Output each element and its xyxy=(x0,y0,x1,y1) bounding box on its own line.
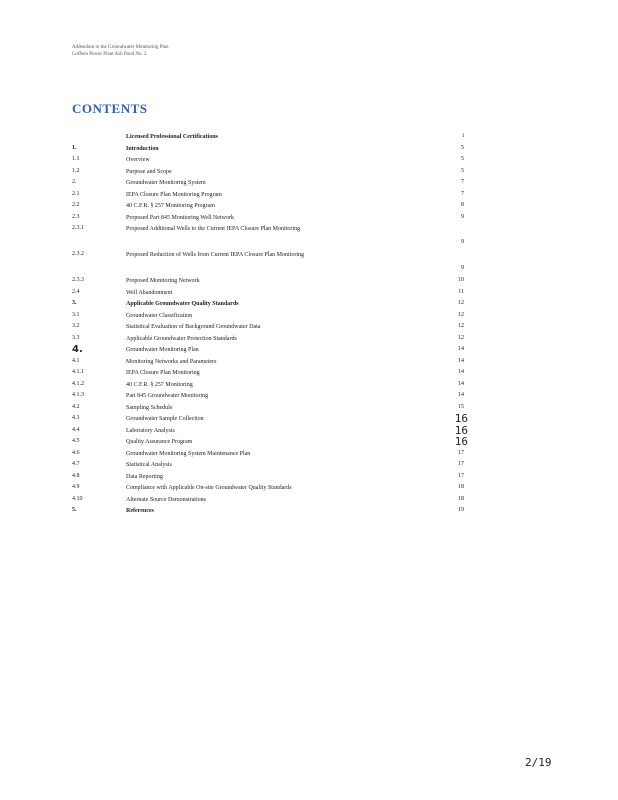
toc-entry-page: 18 xyxy=(458,495,464,502)
toc-entry-number: 4.1.3 xyxy=(72,392,84,398)
toc-entry-page: 9 xyxy=(461,213,464,220)
toc-entry-title: Well Abandonment xyxy=(126,289,173,296)
toc-entry[interactable] xyxy=(72,310,464,322)
toc-entry-page: 16 xyxy=(454,423,468,437)
toc-entry-page: i xyxy=(462,133,464,139)
toc-entry[interactable] xyxy=(72,131,464,143)
toc-entry-page: 11 xyxy=(458,288,464,295)
toc-entry[interactable] xyxy=(72,333,464,345)
toc-entry-number: 4.6 xyxy=(72,449,80,456)
toc-entry-title: Laboratory Analysis xyxy=(126,427,175,434)
toc-entry[interactable] xyxy=(72,412,468,425)
toc-entry[interactable] xyxy=(72,166,464,178)
toc-entry-page: 14 xyxy=(458,392,464,398)
toc-entry-title: Data Reporting xyxy=(126,473,163,480)
toc-entry[interactable] xyxy=(72,459,464,471)
toc-entry-title: 40 C.F.R. § 257 Monitoring Program xyxy=(126,203,215,209)
toc-entry-number: 2.1 xyxy=(72,190,80,197)
toc-entry[interactable] xyxy=(72,321,464,333)
page-number: 2/19 xyxy=(525,756,552,769)
toc-entry-page: 10 xyxy=(458,277,464,283)
header-line-2: Coffeen Power Plant Ash Pond No. 2 xyxy=(72,52,147,57)
toc-entry-page: 5 xyxy=(461,167,464,174)
toc-entry-title: Introduction xyxy=(126,145,159,152)
toc-entry-page: 14 xyxy=(458,346,464,352)
toc-entry-number: 4.1.2 xyxy=(72,380,84,387)
toc-entry[interactable] xyxy=(72,189,464,201)
toc-entry-number: 4.7 xyxy=(72,461,80,467)
toc-entry-number: 5. xyxy=(72,507,77,513)
toc-entry-title: Groundwater Classification xyxy=(126,312,193,319)
toc-entry[interactable] xyxy=(72,223,464,249)
toc-entry[interactable] xyxy=(72,154,464,166)
toc-entry-page: 7 xyxy=(461,190,464,197)
toc-entry[interactable] xyxy=(72,505,464,517)
toc-entry-title: Part 845 Groundwater Monitoring xyxy=(126,393,209,399)
table-of-contents xyxy=(72,131,468,517)
toc-entry-number: 4.8 xyxy=(72,472,80,479)
toc-entry-page: 16 xyxy=(454,412,468,425)
toc-entry[interactable] xyxy=(72,402,464,414)
toc-entry-page: 12 xyxy=(458,323,464,329)
toc-entry[interactable] xyxy=(72,298,464,310)
toc-entry-number: 2.3.3 xyxy=(72,277,84,283)
toc-entry-number: 3.1 xyxy=(72,311,80,318)
toc-entry[interactable] xyxy=(72,344,464,356)
toc-entry-page: 17 xyxy=(458,449,464,456)
toc-entry-title: Groundwater Monitoring System xyxy=(126,180,206,186)
toc-entry-page: 17 xyxy=(458,472,464,479)
toc-entry[interactable] xyxy=(72,212,464,224)
toc-entry-number: 4.4 xyxy=(72,426,80,433)
toc-entry-title: Licensed Professional Certifications xyxy=(126,134,218,140)
toc-entry-title: Applicable Groundwater Protection Standards xyxy=(126,335,237,342)
toc-entry[interactable] xyxy=(72,435,468,448)
toc-entry-number: 2.4 xyxy=(72,288,80,295)
toc-entry-title: Purpose and Scope xyxy=(126,168,172,175)
toc-entry-title: References xyxy=(126,508,154,514)
toc-entry-page: 19 xyxy=(458,507,464,513)
toc-entry[interactable] xyxy=(72,494,464,506)
toc-entry-title: Proposed Monitoring Network xyxy=(126,278,200,284)
toc-entry[interactable] xyxy=(72,249,464,275)
toc-entry-page: 12 xyxy=(458,334,464,341)
toc-entry-title: Groundwater Monitoring Plan xyxy=(126,347,199,353)
toc-entry[interactable] xyxy=(72,367,464,379)
toc-entry-page: 5 xyxy=(461,144,464,151)
toc-entry-number: 2. xyxy=(72,179,77,185)
toc-entry-page: 7 xyxy=(461,179,464,185)
toc-entry-title: 40 C.F.R. § 257 Monitoring xyxy=(126,381,193,388)
toc-entry-page: 18 xyxy=(458,484,464,490)
toc-entry-title: Statistical Analysis xyxy=(126,462,172,468)
toc-entry-page: 14 xyxy=(458,357,464,364)
toc-entry-number: 3.2 xyxy=(72,323,80,329)
toc-entry-page: 9 xyxy=(461,239,464,245)
toc-entry[interactable] xyxy=(72,287,464,299)
toc-entry-title: Monitoring Networks and Parameters xyxy=(126,358,217,365)
toc-entry-page: 14 xyxy=(458,380,464,387)
toc-entry-number: 2.3.2 xyxy=(72,251,84,257)
toc-entry-title: Proposed Additional Wells to the Current IEPA Closure Plan Monitoring xyxy=(126,226,301,232)
toc-entry-number: 3. xyxy=(72,300,77,306)
toc-entry-number: 1.1 xyxy=(72,156,80,162)
toc-entry-number: 2.3 xyxy=(72,213,80,220)
toc-entry[interactable] xyxy=(72,482,464,494)
toc-entry-page: 14 xyxy=(458,369,464,375)
toc-entry-number: 4.3 xyxy=(72,415,80,421)
toc-entry-page: 12 xyxy=(458,311,464,318)
toc-entry-title: IEPA Closure Plan Monitoring Program xyxy=(126,191,222,198)
toc-entry-number: 4.1 xyxy=(72,357,80,364)
toc-entry-number: 1.2 xyxy=(72,167,80,174)
running-header xyxy=(72,44,169,58)
toc-entry[interactable] xyxy=(72,390,464,402)
toc-entry[interactable] xyxy=(72,200,464,212)
toc-entry-number: 1. xyxy=(72,144,77,151)
toc-entry-page: 16 xyxy=(454,435,468,448)
toc-entry-title: Groundwater Sample Collection xyxy=(126,416,204,422)
toc-entry-title: Alternate Source Demonstrations xyxy=(126,496,206,503)
toc-entry-title: Groundwater Monitoring System Maintenance Plan xyxy=(126,450,251,457)
toc-entry-number: 4.5 xyxy=(72,438,80,444)
toc-entry[interactable] xyxy=(72,471,464,483)
toc-entry[interactable] xyxy=(72,356,464,368)
toc-entry-title: Sampling Schedule xyxy=(126,404,173,411)
toc-entry-number: 2.2 xyxy=(72,202,80,208)
toc-entry-number: 3.3 xyxy=(72,334,80,341)
toc-entry-number: 4.9 xyxy=(72,484,80,490)
toc-entry[interactable] xyxy=(72,275,464,287)
toc-entry-page: 12 xyxy=(458,300,464,306)
toc-entry-title: Proposed Part 845 Monitoring Well Network xyxy=(126,214,234,221)
toc-entry-page: 9 xyxy=(461,265,464,271)
toc-entry-page: 15 xyxy=(458,403,464,410)
header-line-1: Addendum to the Groundwater Monitoring Plan xyxy=(72,45,169,50)
toc-entry-title: Quality Assurance Program xyxy=(126,439,193,445)
toc-entry-title: Statistical Evaluation of Background Groundwater Data xyxy=(126,324,261,330)
toc-entry-page: 8 xyxy=(461,202,464,208)
toc-entry[interactable] xyxy=(72,177,464,189)
toc-entry-page: 17 xyxy=(458,461,464,467)
toc-entry[interactable] xyxy=(72,143,464,155)
toc-entry[interactable] xyxy=(72,379,464,391)
toc-entry-title: IEPA Closure Plan Monitoring xyxy=(126,370,200,376)
toc-entry-title: Overview xyxy=(126,157,150,163)
toc-entry-page: 5 xyxy=(461,156,464,162)
toc-entry-number: 4.2 xyxy=(72,403,80,410)
toc-entry-title: Applicable Groundwater Quality Standards xyxy=(126,301,239,307)
toc-entry-number: 4. xyxy=(72,344,83,355)
toc-entry[interactable] xyxy=(72,423,468,437)
toc-entry-number: 4.10 xyxy=(72,495,83,502)
toc-entry-number: 4.1.1 xyxy=(72,369,84,375)
toc-entry-title: Proposed Reduction of Wells from Current IEPA Closure Plan Monitoring xyxy=(126,252,305,258)
toc-entry-number: 2.3.1 xyxy=(72,225,84,231)
contents-title: CONTENTS xyxy=(72,101,148,116)
toc-entry-title: Compliance with Applicable On-site Groundwater Quality Standards xyxy=(126,485,292,491)
toc-entry[interactable] xyxy=(72,448,464,460)
